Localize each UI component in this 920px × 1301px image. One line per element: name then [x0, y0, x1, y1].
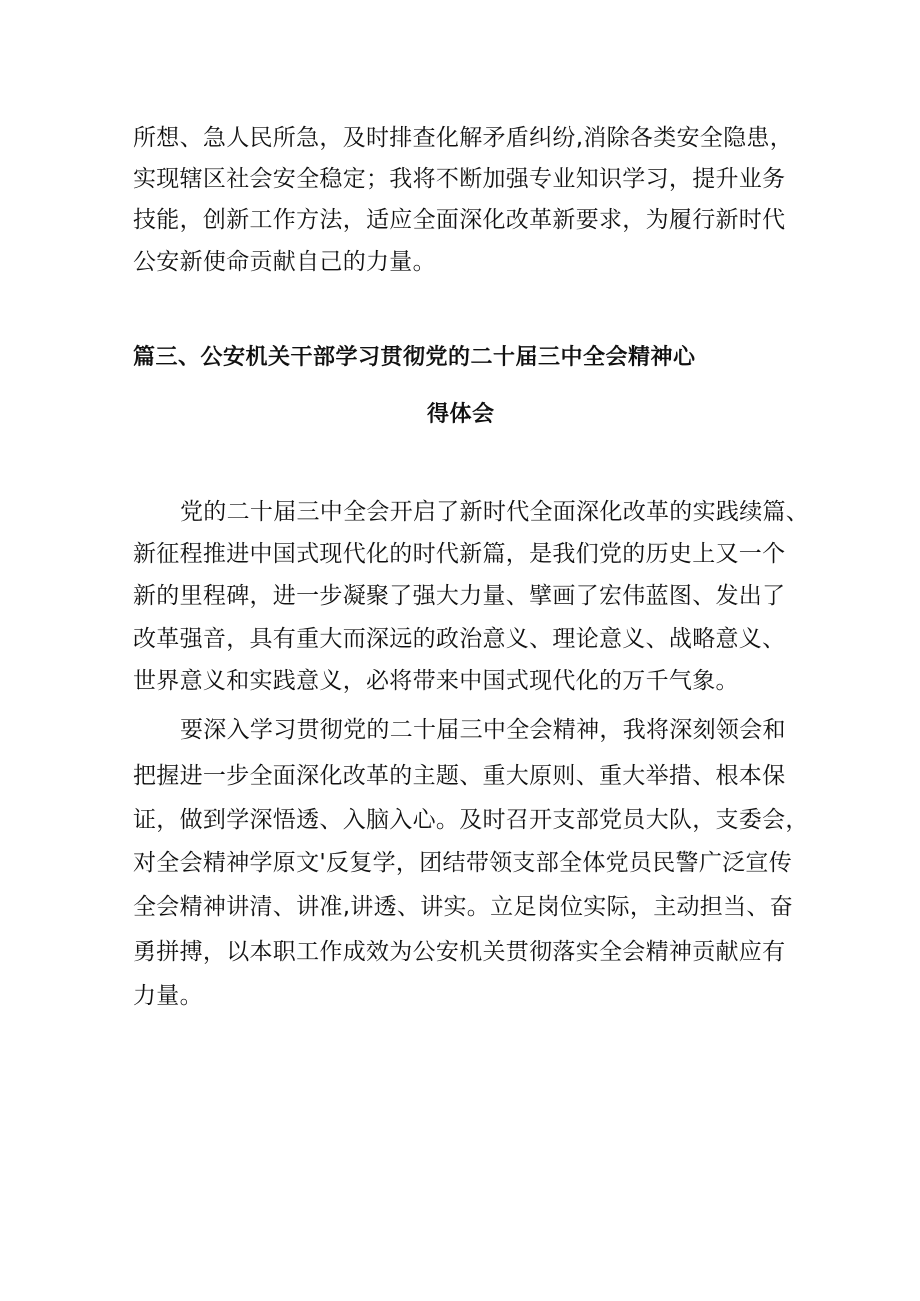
paragraph-2-line-1: 要深入学习贯彻党的二十届三中全会精神，我将深刻领会和 [180, 717, 786, 743]
paragraph-2-line-3: 证，做到学深悟透、入脑入心。及时召开支部党员大队，支委会， [133, 807, 809, 833]
paragraph-1-line-5: 世界意义和实践意义，必将带来中国式现代化的万千气象。 [133, 668, 739, 694]
paragraph-1-line-3: 新的里程碑，进一步凝聚了强大力量、擘画了宏伟蓝图、发出了 [133, 583, 786, 609]
intro-line-1: 所想、急人民所急，及时排查化解矛盾纠纷,消除各类安全隐患， [133, 125, 794, 151]
paragraph-2-line-2: 把握进一步全面深化改革的主题、重大原则、重大举措、根本保 [133, 763, 786, 789]
paragraph-2-line-5: 全会精神讲清、讲准,讲透、讲实。立足岗位实际，主动担当、奋 [133, 894, 794, 920]
paragraph-1-line-1: 党的二十届三中全会开启了新时代全面深化改革的实践续篇、 [180, 499, 810, 525]
intro-line-2: 实现辖区社会安全稳定；我将不断加强专业知识学习，提升业务 [133, 166, 786, 192]
intro-line-3: 技能，创新工作方法，适应全面深化改革新要求，为履行新时代 [133, 207, 786, 233]
paragraph-2-line-6: 勇拼搏，以本职工作成效为公安机关贯彻落实全会精神贡献应有 [133, 939, 786, 965]
paragraph-1-line-4: 改革强音，具有重大而深远的政治意义、理论意义、战略意义、 [133, 626, 786, 652]
section-heading-line-2: 得体会 [427, 402, 495, 427]
paragraph-1-line-2: 新征程推进中国式现代化的时代新篇，是我们党的历史上又一个 [133, 541, 786, 567]
intro-line-4: 公安新使命贡献自己的力量。 [133, 249, 436, 275]
paragraph-2-line-7: 力量。 [133, 983, 203, 1009]
section-heading-line-1: 篇三、公安机关干部学习贯彻党的二十届三中全会精神心 [133, 345, 696, 370]
paragraph-2-line-4: 对全会精神学原文'反复学，团结带领支部全体党员民警广泛宣传 [133, 850, 793, 876]
